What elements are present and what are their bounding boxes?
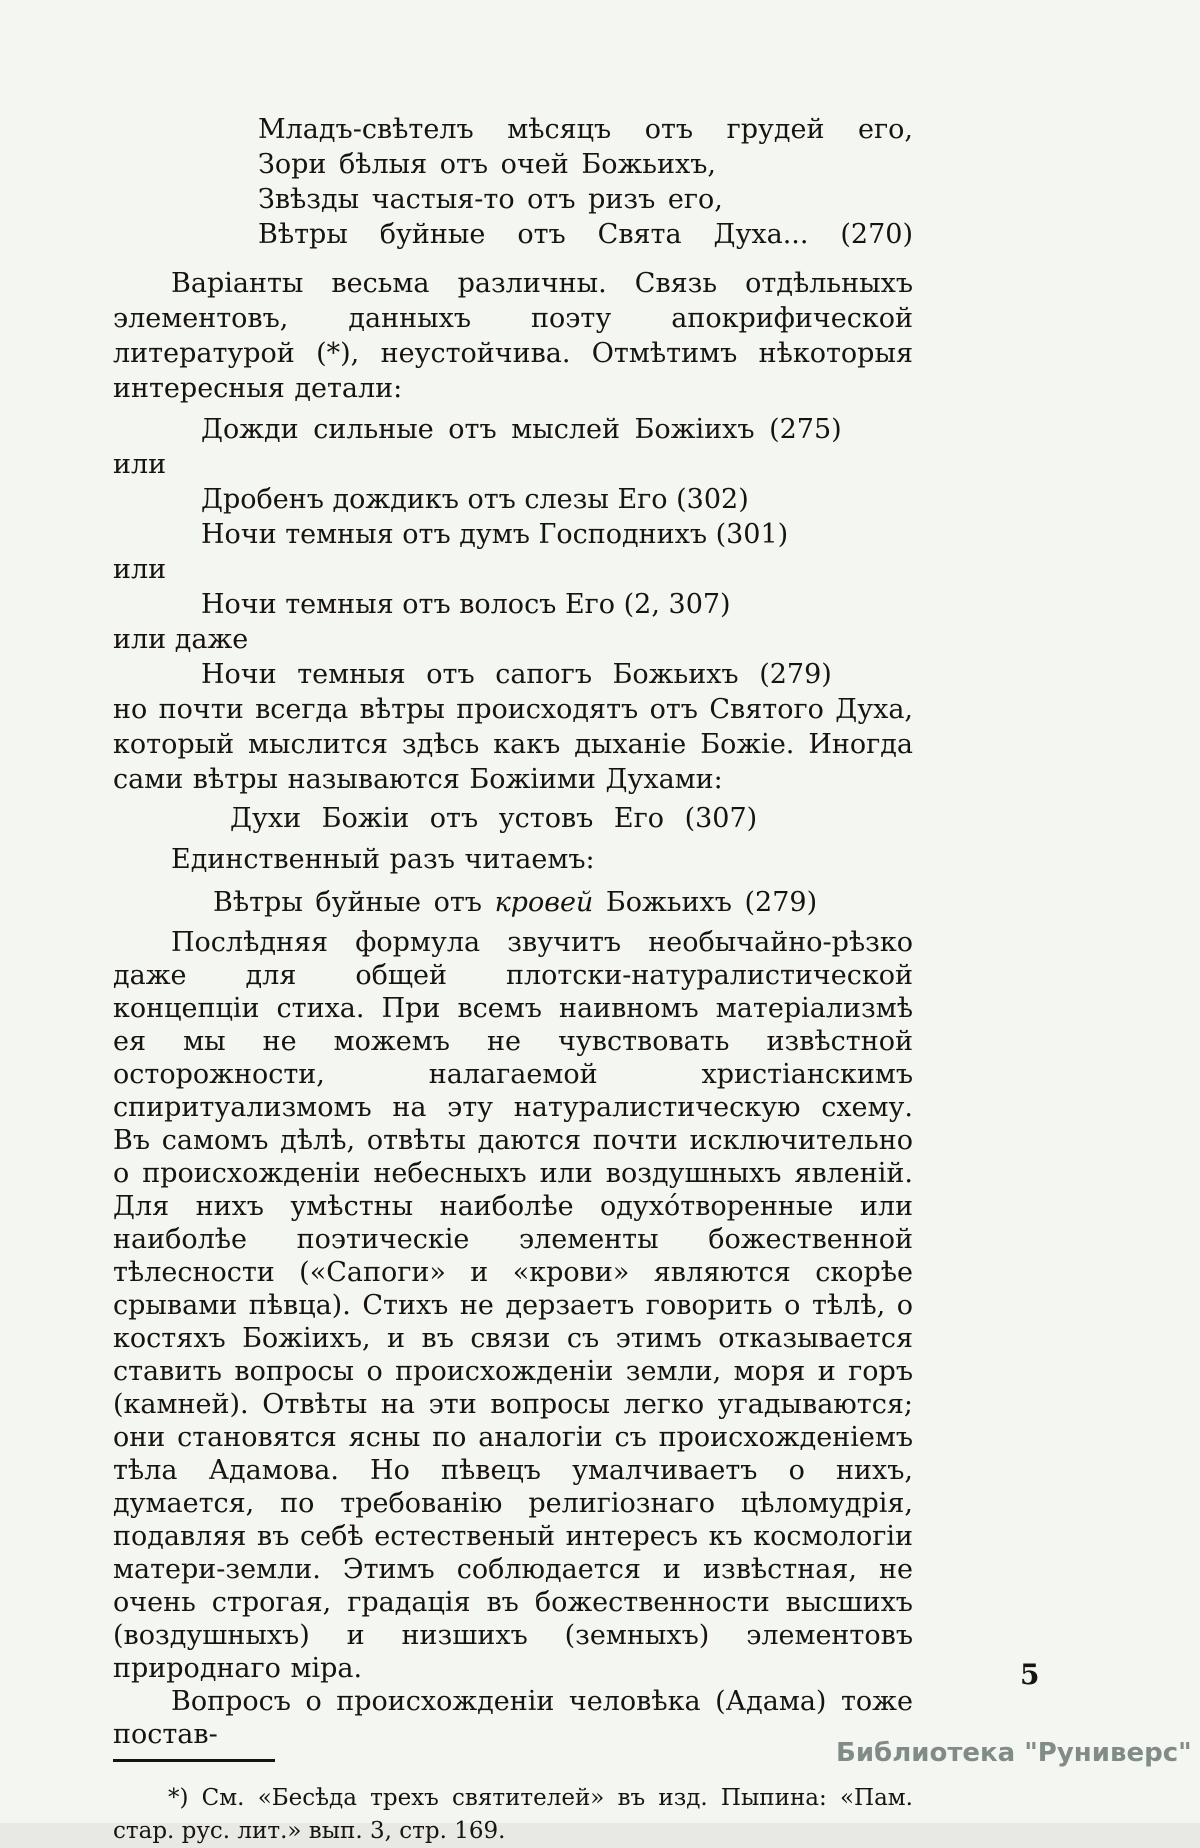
quote-winds-blood xyxy=(213,885,913,920)
paragraph-variants: Варіанты весьма различны. Связь отдѣльныхъ элементовъ, данныхъ поэту апокрифической литературой (*), неустойчива. Отмѣтимъ нѣкоторыя интересныя детали: xyxy=(113,268,913,404)
paragraph-single-time: Единственный разъ читаемъ: xyxy=(171,844,595,875)
quote-winds-blood-pre: Вѣтры буйные отъ xyxy=(213,887,495,918)
verse-line: Вѣтры буйные отъ Свята Духа... (270) xyxy=(258,219,913,250)
verse-line: Младъ-свѣтелъ мѣсяцъ отъ грудей его, xyxy=(258,114,913,145)
text-column xyxy=(113,112,913,1848)
verse-block-top xyxy=(113,112,913,252)
paragraph-question: Вопросъ о происхожденіи человѣка (Адама) тоже постав- xyxy=(113,1686,913,1750)
quote-nights-thoughts: Ночи темныя отъ думъ Господнихъ (301) xyxy=(201,519,789,550)
page-number: 5 xyxy=(1020,1658,1040,1691)
quote-drizzle: Дробенъ дождикъ отъ слезы Его (302) xyxy=(201,484,749,515)
footnote-line-2: стар. рус. лит.» вып. 3, стр. 169. xyxy=(113,1818,506,1844)
paragraph-formula: Послѣдняя формула звучитъ необычайно-рѣзко даже для общей плотски-натуралистической концепціи стиха. При всемъ наивномъ матеріализмѣ ея мы не можемъ не чувствовать извѣстной осторожности, налагаемой христіанскимъ спиритуализмомъ на эту натуралистическую схему. Въ самомъ дѣлѣ, отвѣты даются почти исключительно о происхожденіи небесныхъ или воздушныхъ явленій. Для нихъ умѣстны наиболѣе одухо́творенные или наиболѣе поэтическіе элементы божественной тѣлесности («Сапоги» и «крови» являются скорѣе срывами пѣвца). Стихъ не дерзаетъ говорить о тѣлѣ, о костяхъ Божіихъ, и въ связи съ этимъ отказывается ставить вопросы о происхожденіи земли, моря и горъ (камней). Отвѣты на эти вопросы легко угадываются; они становятся ясны по аналогіи съ происхожденіемъ тѣла Адамова. Но пѣвецъ умалчиваетъ о нихъ, думается, по требованію религіознаго цѣломудрія, подавляя въ себѣ естественый интересъ къ космологіи матери-земли. Этимъ соблюдается и извѣстная, не очень строгая, градація въ божественности высшихъ (воздушныхъ) и низшихъ (земныхъ) элементовъ природнаго міра. xyxy=(113,927,913,1684)
or-label-even: или даже xyxy=(113,624,249,655)
verse-line: Зори бѣлыя отъ очей Божьихъ, xyxy=(258,149,716,180)
or-label-1: или xyxy=(113,449,167,480)
footnote xyxy=(113,1782,913,1848)
footnote-line-1: *) См. «Бесѣда трехъ святителей» въ изд. Пыпина: «Пам. xyxy=(168,1785,913,1811)
quote-rains: Дожди сильные отъ мыслей Божіихъ (275) xyxy=(201,414,842,445)
quote-spirits: Духи Божіи отъ устовъ Его (307) xyxy=(230,803,758,834)
quote-winds-blood-italic: кровей xyxy=(494,887,594,918)
quote-nights-hair: Ночи темныя отъ волосъ Его (2, 307) xyxy=(201,589,731,620)
or-label-2: или xyxy=(113,554,167,585)
quote-nights-boots: Ночи темныя отъ сапогъ Божьихъ (279) xyxy=(201,659,832,690)
verse-line: Звѣзды частыя-то отъ ризъ его, xyxy=(258,184,723,215)
paragraph-winds: но почти всегда вѣтры происходятъ отъ Святого Духа, который мыслится здѣсь какъ дыханіе Божіе. Иногда сами вѣтры называются Божіими Духами: xyxy=(113,694,913,795)
quote-winds-blood-post: Божьихъ (279) xyxy=(593,887,818,918)
footnote-rule xyxy=(113,1759,275,1762)
library-watermark: Библиотека "Руниверс" xyxy=(836,1738,1192,1768)
